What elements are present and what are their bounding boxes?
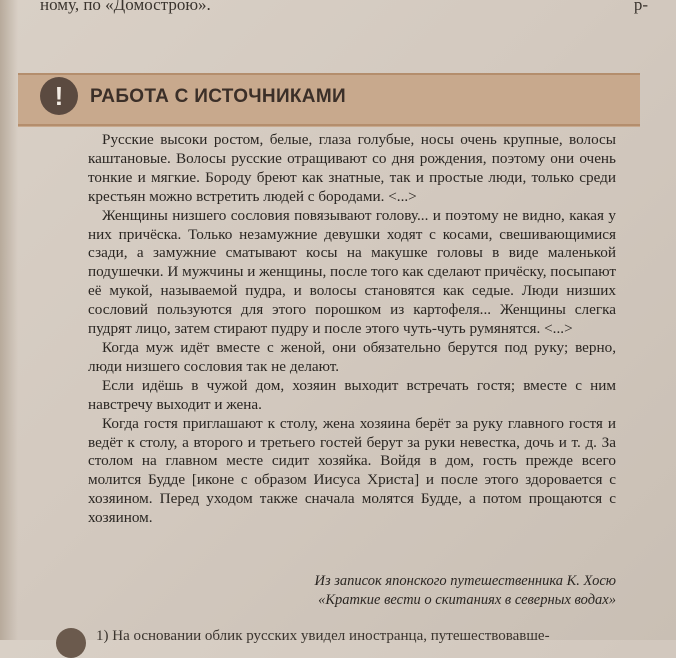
source-text-block — [88, 131, 616, 528]
paragraph-1: Русские высоки ростом, белые, глаза голубые, носы очень крупные, волосы каштановые. Волосы русские отращивают со дня рождения, поэтому они очень тонкие и мягкие. Бороду бреют как знатные, так и простые люди, только среди крестьян можно встретить людей с бородами. <...> — [88, 131, 616, 205]
exclamation-icon: ! — [40, 77, 78, 115]
section-title: РАБОТА С ИСТОЧНИКАМИ — [90, 86, 346, 107]
paragraph-2: Женщины низшего сословия повязывают голову... и поэтому не видно, какая у них причёска. Только незамужние девушки ходят с косами, свешивающимися сзади, а замужние сматывают косы на макушке головы в виде маленькой подушечки. И мужчины и женщины, после того как сделают причёску, посыпают её мукой, называемой пудра, и волосы становятся как седые. Люди низших сословий пользуются для этого порошком из картофеля... Женщины слегка пудрят лицо, затем стирают пудру и после этого чуть-чуть румянятся. <...> — [88, 206, 616, 338]
next-task-text: 1) На основании облик русских увидел иностранца, путешествовавше- — [96, 628, 550, 644]
previous-text-left: ному, по «Домострою». — [40, 0, 211, 14]
section-header-divider — [18, 124, 640, 126]
page-edge-shadow — [0, 0, 18, 640]
source-attribution — [88, 572, 616, 610]
paragraph-3: Когда муж идёт вместе с женой, они обязательно берутся под руку; верно, люди низшего сословия так не делают. — [88, 338, 616, 375]
source-work-title: «Краткие вести о скитаниях в северных водах» — [318, 591, 616, 608]
previous-page-text — [40, 0, 648, 16]
previous-text-right: р- — [633, 0, 648, 14]
paragraph-5: Когда гостя приглашают к столу, жена хозяина берёт за руку главного гостя и ведёт к столу, а второго и третьего гостей берут за руки невестка, дочь и т. д. За столом на главном месте сидит хозяйка. Войдя в дом, гость прежде всего молится Будде [иконе с образом Иисуса Христа] и после этого здоровается с хозяином. Перед уходом также сначала молятся Будде, а потом прощаются с хозяином. — [88, 414, 616, 527]
source-author: Из записок японского путешественника К. Хосю — [314, 573, 616, 589]
paragraph-4: Если идёшь в чужой дом, хозяин выходит встречать гостя; вместе с ним навстречу выходит и жена. — [88, 376, 616, 413]
